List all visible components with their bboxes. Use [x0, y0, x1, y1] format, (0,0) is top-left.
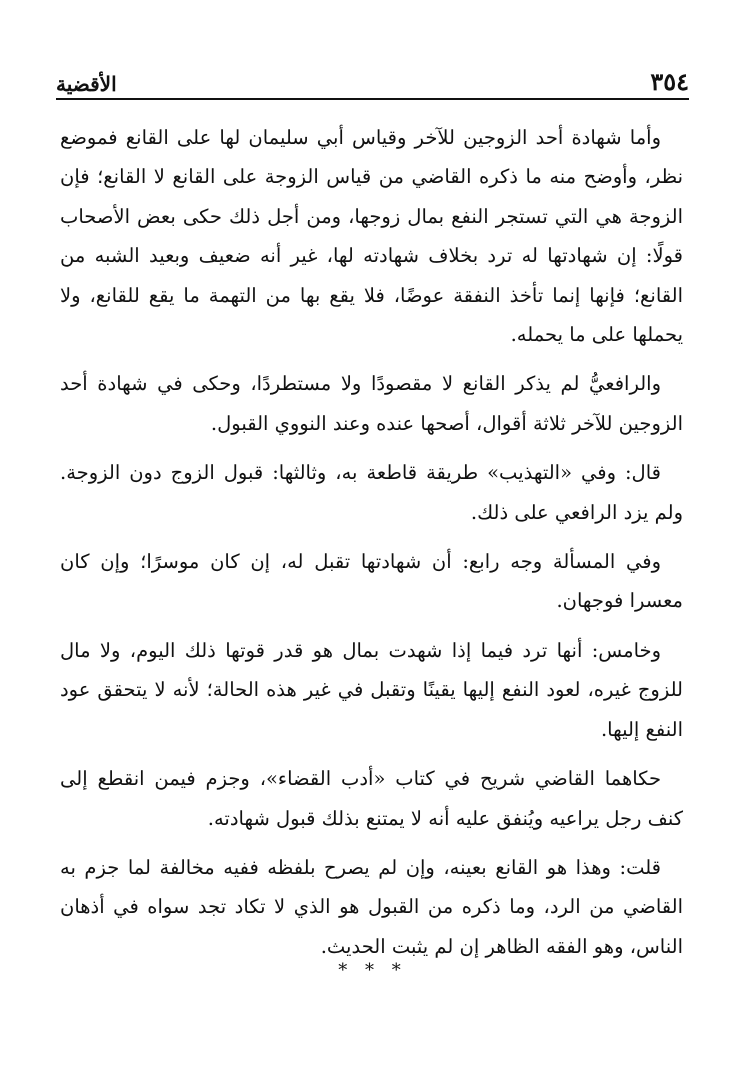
paragraph: وأما شهادة أحد الزوجين للآخر وقياس أبي سليمان لها على القانع فموضع نظر، وأوضح منه ما ذكره القاضي من قياس الزوجة على القانع لا القانع؛ فإن الزوجة هي التي تستجر النفع بمال زوجها، ومن أجل ذلك حكى بعض الأصحاب قولًا: إن شهادتها له ترد بخلاف شهادته لها، غير أنه ضعيف وبعيد الشبه من القانع؛ فإنها إنما تأخذ النفقة عوضًا، فلا يقع بها من التهمة ما يقع للقانع، ولا يحملها على ما يحمله. [60, 126, 683, 347]
body-text [60, 118, 683, 976]
paragraph: قلت: وهذا هو القانع بعينه، وإن لم يصرح بلفظه ففيه مخالفة لما جزم به القاضي من الرد، وما ذكره من القبول هو الذي لا تكاد تجد سواه في أذهان الناس، وهو الفقه الظاهر إن لم يثبت الحديث. [60, 855, 683, 958]
running-title: الأقضية [56, 72, 117, 96]
paragraph: وخامس: أنها ترد فيما إذا شهدت بمال هو قدر قوتها ذلك اليوم، ولا مال للزوج غيره، لعود النفع إليها يقينًا وتقبل في غير هذه الحالة؛ لأنه لا يتحقق عود النفع إليها. [60, 638, 683, 741]
paragraph: والرافعيُّ لم يذكر القانع لا مقصودًا ولا مستطردًا، وحكى في شهادة أحد الزوجين للآخر ثلاثة أقوال، أصحها عنده وعند النووي القبول. [60, 372, 683, 435]
paragraph: قال: وفي «التهذيب» طريقة قاطعة به، وثالثها: قبول الزوج دون الزوجة. ولم يزد الرافعي على ذلك. [60, 461, 683, 524]
page-number: ٣٥٤ [650, 67, 689, 96]
page-header [56, 58, 689, 100]
paragraph: وفي المسألة وجه رابع: أن شهادتها تقبل له، إن كان موسرًا؛ وإن كان معسرا فوجهان. [60, 550, 683, 613]
section-separator: * * * [338, 960, 407, 981]
paragraph: حكاهما القاضي شريح في كتاب «أدب القضاء»، وجزم فيمن انقطع إلى كنف رجل يراعيه ويُنفق عليه أنه لا يمتنع بذلك قبول شهادته. [60, 767, 683, 830]
